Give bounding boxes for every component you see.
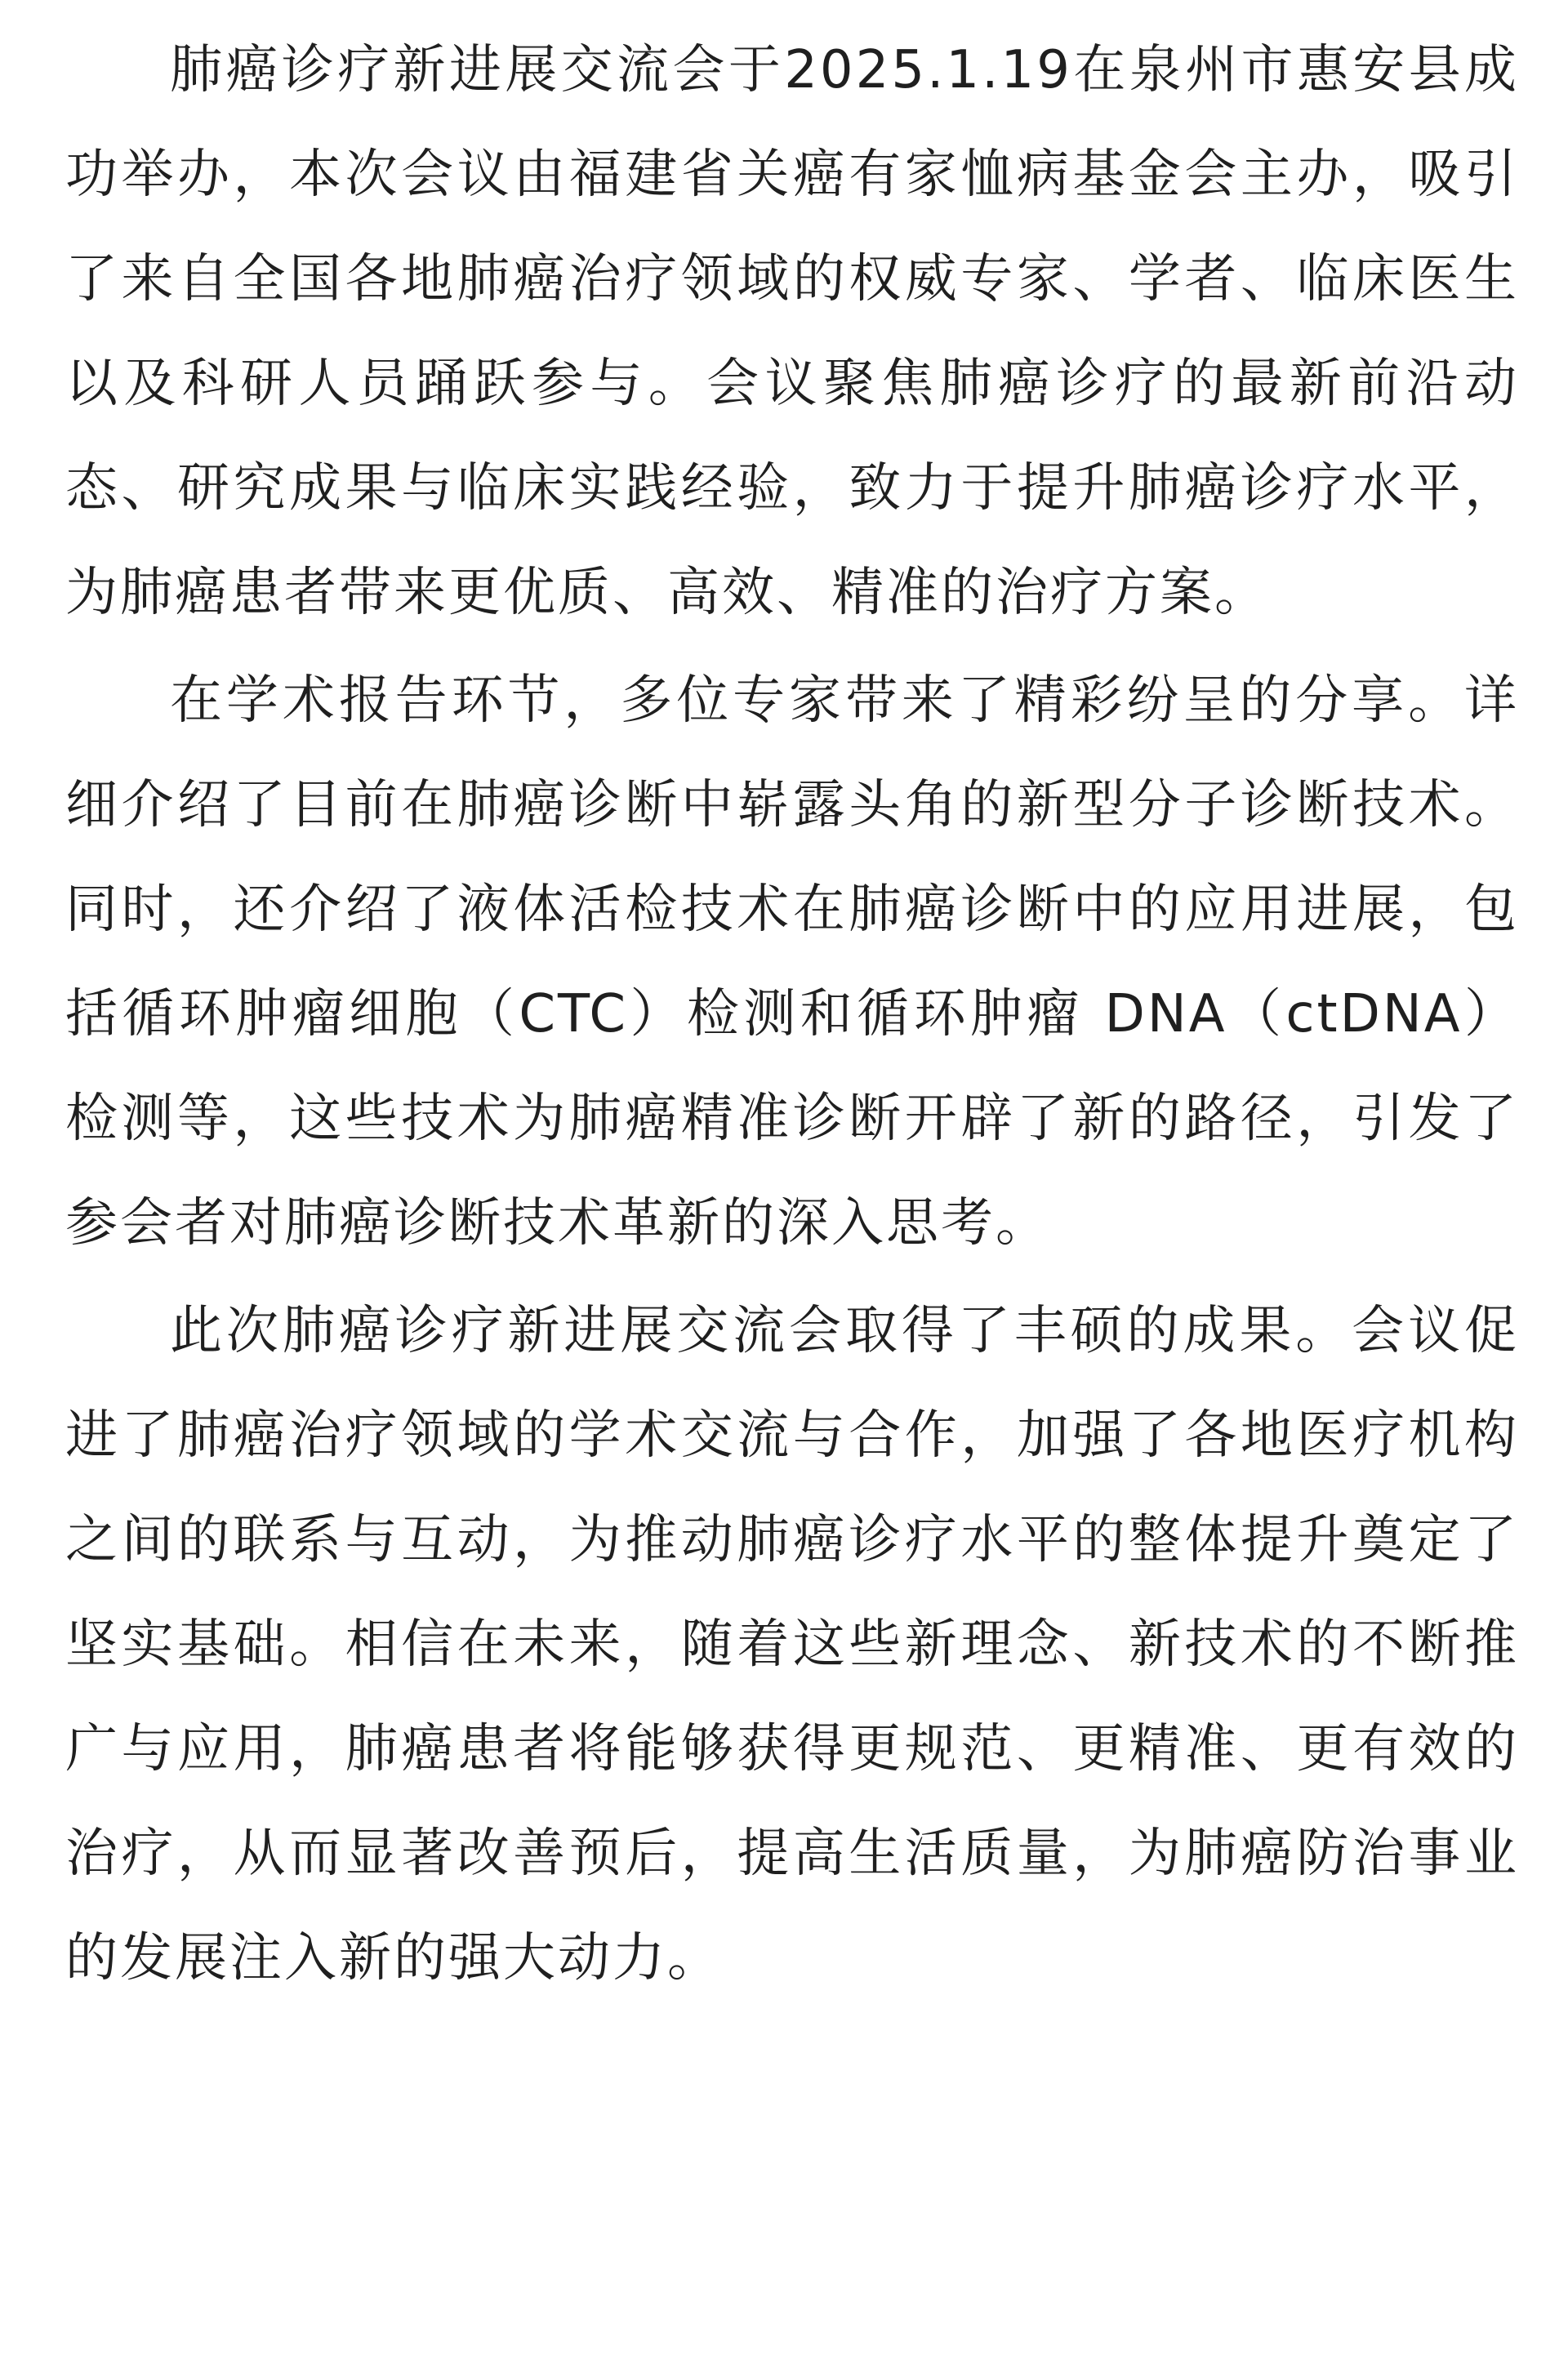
article-body (65, 18, 1519, 2014)
paragraph-academic-reports: 在学术报告环节，多位专家带来了精彩纷呈的分享。详细介绍了目前在肺癌诊断中崭露头角的新型分子诊断技术。同时，还介绍了液体活检技术在肺癌诊断中的应用进展，包括循环肿瘤细胞（CTC）检测和循环肿瘤 DNA（ctDNA）检测等，这些技术为肺癌精准诊断开辟了新的路径，引发了参会者对肺癌诊断技术革新的深入思考。 (65, 670, 1519, 1254)
paragraph-meeting-overview: 肺癌诊疗新进展交流会于2025.1.19在泉州市惠安县成功举办，本次会议由福建省关癌有家恤病基金会主办，吸引了来自全国各地肺癌治疗领域的权威专家、学者、临床医生以及科研人员踊跃参与。会议聚焦肺癌诊疗的最新前沿动态、研究成果与临床实践经验，致力于提升肺癌诊疗水平，为肺癌患者带来更优质、高效、精准的治疗方案。 (65, 40, 1519, 623)
paragraph-meeting-outcomes: 此次肺癌诊疗新进展交流会取得了丰硕的成果。会议促进了肺癌治疗领域的学术交流与合作，加强了各地医疗机构之间的联系与互动，为推动肺癌诊疗水平的整体提升奠定了坚实基础。相信在未来，随着这些新理念、新技术的不断推广与应用，肺癌患者将能够获得更规范、更精准、更有效的治疗，从而显著改善预后，提高生活质量，为肺癌防治事业的发展注入新的强大动力。 (65, 1301, 1519, 1988)
